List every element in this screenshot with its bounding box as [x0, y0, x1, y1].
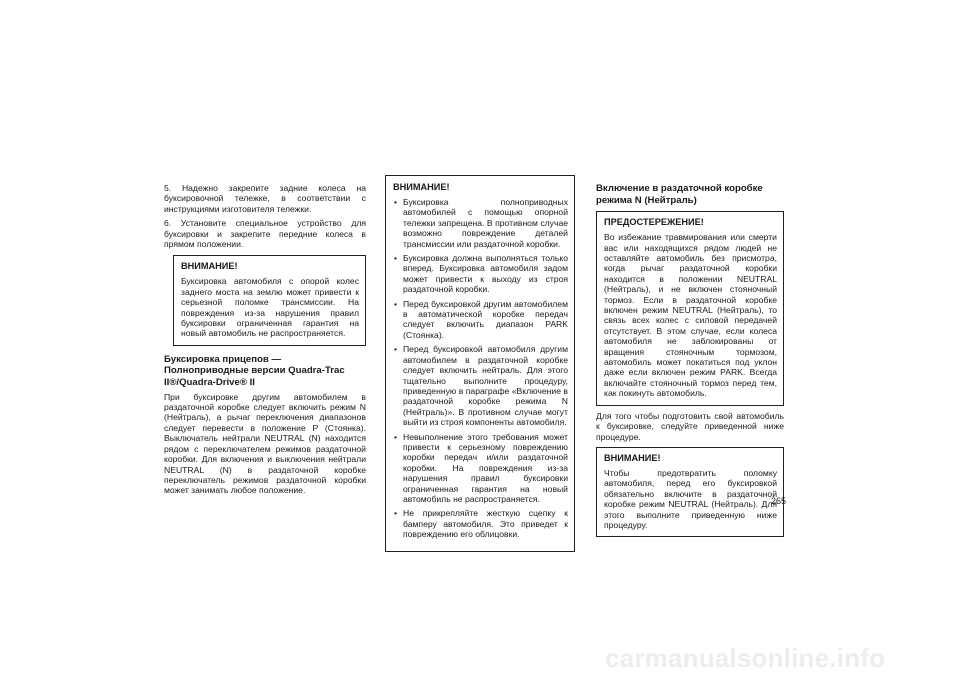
- list-item: • Перед буксировкой автомобиля другим автомобилем в раздаточной коробке следует включить нейтраль. Для этого тщательно выполните процедуру, приведенную в параграфе «Включение в раздаточной коробке режима N (Нейтраль)». В противном случае могут выйти из строя компоненты автомобиля.: [393, 344, 568, 427]
- step-6: 6. Установите специальное устройство для буксировки и закрепите передние колеса в прямом положении.: [164, 218, 366, 250]
- warning-list: [393, 197, 568, 540]
- warning-text: Буксировка автомобиля с опорой колес заднего моста на землю может привести к серьезной поломке трансмиссии. На повреждения из-за нарушения правил буксировки ограниченная гарантия на новый автомобиль не распространяется.: [181, 276, 359, 339]
- list-item: • Не прикрепляйте жесткую сцепку к бамперу автомобиля. Это приведет к повреждению его облицовки.: [393, 508, 568, 539]
- towing-paragraph: При буксировке другим автомобилем в раздаточной коробке следует включить режим N (Нейтраль), а рычаг переключения диапазонов следует перевести в положение P (Стоянка). Выключатель нейтрали NEUTRAL (N) находится рядом с переключателем режимов раздаточной коробки. Для включения и выключения нейтрали NEUTRAL (N) в раздаточной коробке переключатель режимов раздаточной коробки может занимать любое положение.: [164, 391, 366, 496]
- section-heading-quadra-trac: Буксировка прицепов — Полноприводные версии Quadra-Trac II®/Quadra-Drive® II: [164, 353, 345, 389]
- list-item: • Перед буксировкой другим автомобилем в автоматической коробке передач следует включить диапазон PARK (Стоянка).: [393, 299, 568, 341]
- caution-box: [596, 211, 784, 406]
- warning-text: Чтобы предотвратить поломку автомобиля, перед его буксировкой обязательно включите в раздаточной коробке режим NEUTRAL (Нейтраль). Для этого выполните приведенную ниже процедуру.: [604, 467, 777, 530]
- left-column: [164, 183, 366, 496]
- warning-title: ВНИМАНИЕ!: [393, 182, 450, 192]
- caution-title: ПРЕДОСТЕРЕЖЕНИЕ!: [604, 217, 704, 228]
- preparation-paragraph: Для того чтобы подготовить свой автомобиль к буксировке, следуйте приведенной ниже процедуре.: [596, 410, 784, 442]
- warning-box-right: [596, 447, 787, 537]
- list-item: • Невыполнение этого требования может привести к серьезному повреждению коробки передач и/или раздаточной коробки. На повреждения из-за нарушения правил буксировки ограниченная гарантия на новый автомобиль не распространяется.: [393, 432, 568, 505]
- warning-title: ВНИМАНИЕ!: [604, 452, 661, 463]
- warning-box-left: [173, 255, 366, 345]
- warning-box-middle: [385, 175, 575, 552]
- page-number: 265: [771, 496, 787, 506]
- section-heading-neutral: Включение в раздаточной коробке режима N (Нейтраль): [596, 183, 763, 206]
- watermark: carmanualsonline.info: [605, 643, 886, 673]
- warning-title: ВНИМАНИЕ!: [181, 261, 238, 272]
- list-item: • Буксировка полноприводных автомобилей с помощью опорной тележки запрещена. В противном случае возможно повреждение деталей трансмиссии или раздаточной коробки.: [393, 197, 568, 249]
- list-item: • Буксировка должна выполняться только вперед. Буксировка автомобиля задом может привести к выходу из строя раздаточной коробки.: [393, 253, 568, 295]
- step-5: 5. Надежно закрепите задние колеса на буксировочной тележке, в соответствии с инструкциями изготовителя тележки.: [164, 183, 366, 214]
- middle-column: [385, 183, 575, 552]
- caution-text: Во избежание травмирования или смерти вас или находящихся рядом людей не оставляйте автомобиль без присмотра, когда рычаг раздаточной коробки находится в положении NEUTRAL (Нейтраль), и не включен стояночный тормоз. Если в раздаточной коробке включен режим NEUTRAL (Нейтраль), то связь всех колес с силовой передачей отсутствует. В этом случае, если колеса автомобиля не заблокированы от вращения стояночным тормозом, автомобиль может покатиться под уклон даже если включен режим PARK. Всегда включайте стояночный тормоз перед тем, как покинуть автомобиль.: [604, 232, 777, 399]
- right-column: [596, 183, 787, 542]
